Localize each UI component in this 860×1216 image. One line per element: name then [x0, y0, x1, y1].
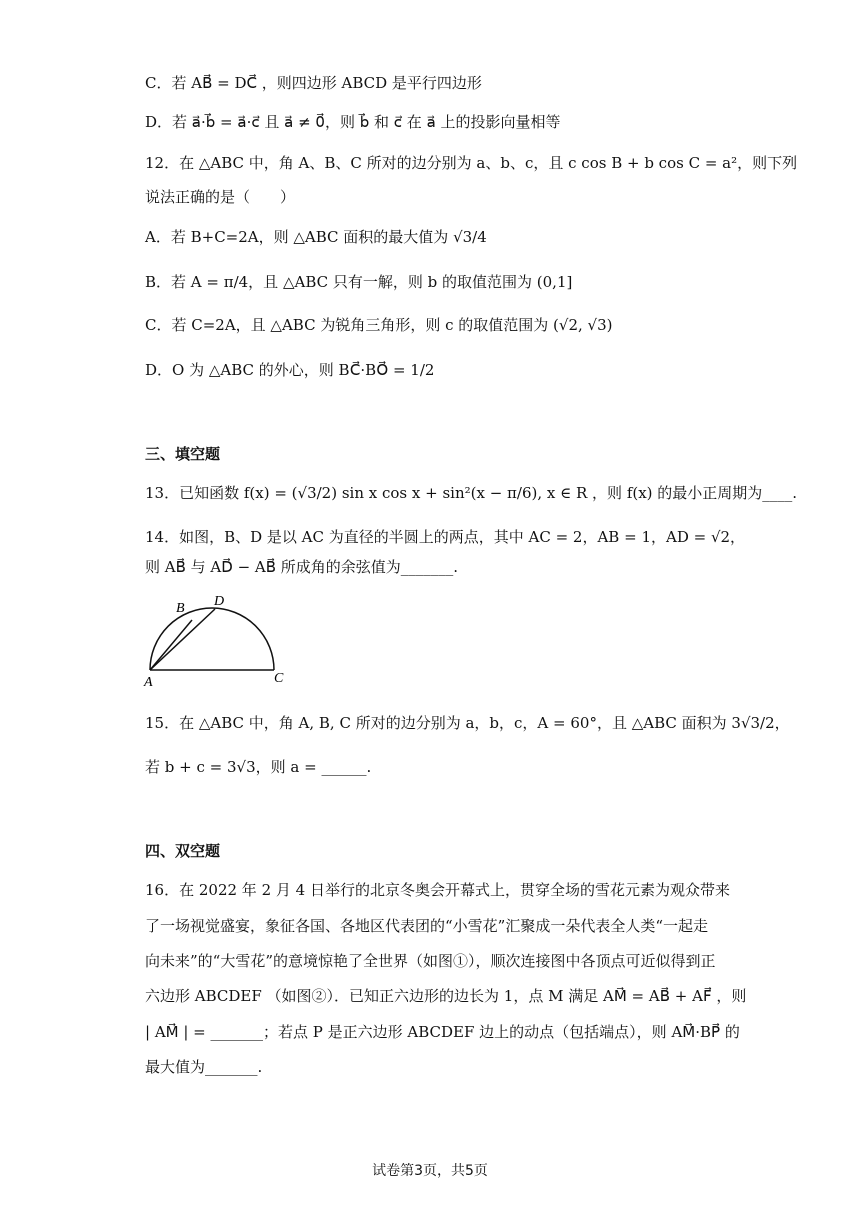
question-14-line2: 则 AB⃗ 与 AD⃗ − AB⃗ 所成角的余弦值为_______.: [145, 558, 459, 576]
question-15-line1: 15．在 △ABC 中，角 A, B, C 所对的边分别为 a，b，c，A = 60°，且 △ABC 面积为 3√3/2，: [145, 714, 790, 732]
question-16-line4: 六边形 ABCDEF （如图②）．已知正六边形的边长为 1，点 M 满足 AM⃗ = AB⃗ + AF⃗ ，则: [145, 987, 747, 1005]
section-fill-in: 三、填空题: [145, 445, 221, 463]
question-15-line2: 若 b + c = 3√3，则 a = ______.: [145, 758, 372, 776]
label-d: D: [214, 594, 225, 609]
question-16-line2: 了一场视觉盛宴，象征各国、各地区代表团的“小雪花”汇聚成一朵代表全人类“一起走: [145, 917, 709, 935]
question-12-line1: 12．在 △ABC 中，角 A、B、C 所对的边分别为 a、b、c，且 c cos B + b cos C = a²，则下列: [145, 154, 798, 172]
question-16-line1: 16．在 2022 年 2 月 4 日举行的北京冬奥会开幕式上，贯穿全场的雪花元素为观众带来: [145, 881, 730, 899]
option-a-q12: A．若 B+C=2A，则 △ABC 面积的最大值为 √3/4: [145, 228, 487, 246]
option-d-q12: D．O 为 △ABC 的外心，则 BC⃗·BO⃗ = 1/2: [145, 361, 435, 379]
semicircle-arc: [150, 608, 274, 670]
section-double-blank: 四、双空题: [145, 842, 221, 860]
option-c-q12: C．若 C=2A，且 △ABC 为锐角三角形，则 c 的取值范围为 (√2, √3): [145, 316, 613, 334]
semicircle-figure: [140, 590, 300, 690]
chord-ab: [150, 620, 192, 670]
question-13: 13．已知函数 f(x) = (√3/2) sin x cos x + sin²(x − π/6), x ∈ R ，则 f(x) 的最小正周期为____.: [145, 484, 798, 502]
option-d-q11: D．若 a⃗·b⃗ = a⃗·c⃗ 且 a⃗ ≠ 0⃗，则 b⃗ 和 c⃗ 在 a⃗ 上的投影向量相等: [145, 113, 561, 131]
question-16-line5: | AM⃗ | = _______；若点 P 是正六边形 ABCDEF 边上的动点（包括端点），则 AM⃗·BP⃗ 的: [145, 1023, 740, 1041]
page-footer: 试卷第3页，共5页: [372, 1163, 488, 1179]
option-b-q12: B．若 A = π/4，且 △ABC 只有一解，则 b 的取值范围为 (0,1]: [145, 273, 573, 291]
question-12-line2: 说法正确的是（ ）: [145, 188, 296, 206]
chord-ad: [150, 609, 215, 670]
question-14-line1: 14．如图，B、D 是以 AC 为直径的半圆上的两点，其中 AC = 2，AB = 1，AD = √2，: [145, 528, 746, 546]
question-16-line6: 最大值为_______.: [145, 1058, 263, 1076]
label-a: A: [144, 675, 153, 690]
label-b: B: [176, 601, 185, 616]
label-c: C: [274, 671, 284, 686]
question-16-line3: 向未来”的“大雪花”的意境惊艳了全世界（如图①），顺次连接图中各顶点可近似得到正: [145, 952, 716, 970]
option-c-q11: C．若 AB⃗ = DC⃗ ，则四边形 ABCD 是平行四边形: [145, 74, 482, 92]
